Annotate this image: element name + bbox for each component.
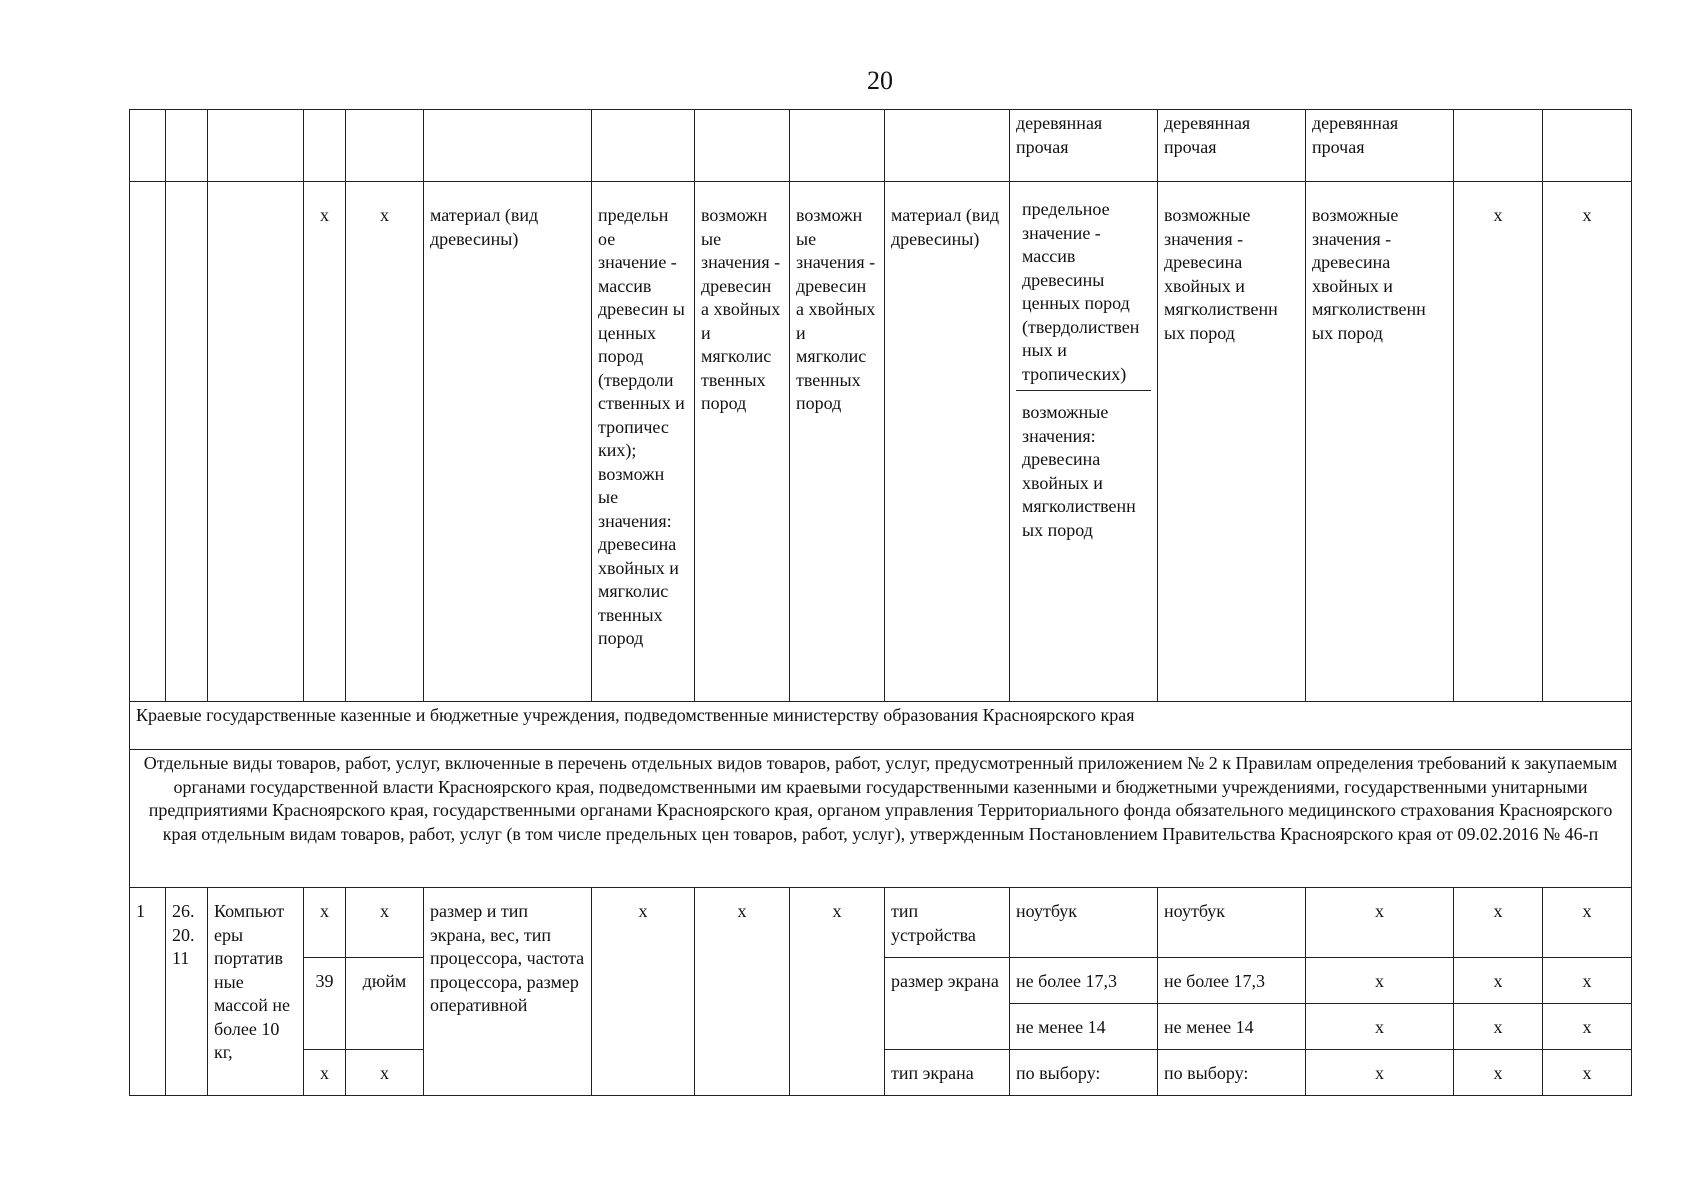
table-cell: х bbox=[695, 888, 790, 1096]
table-cell: х bbox=[1454, 182, 1543, 702]
table-cell: х bbox=[1543, 958, 1632, 1004]
table-cell bbox=[208, 110, 304, 182]
possible-values-subcell: возможные значения: древесина хвойных и мягколиственн ых пород bbox=[1016, 390, 1151, 546]
table-row bbox=[130, 110, 1632, 182]
table-cell bbox=[1543, 110, 1632, 182]
table-cell: не более 17,3 bbox=[1010, 958, 1158, 1004]
table-cell: х bbox=[304, 1050, 346, 1096]
table-cell: ноутбук bbox=[1010, 888, 1158, 958]
max-value-subcell: предельное значение - массив древесины ценных пород (твердолиствен ных и тропических) bbox=[1022, 199, 1140, 384]
table-cell: х bbox=[1306, 1004, 1454, 1050]
table-cell: предельн ое значение - массив древесин ы ценных пород (твердоли ственных и тропичес ких); возможн ые значения: древесина хвойных и мягколис твенных пород bbox=[592, 182, 695, 702]
table-cell: х bbox=[304, 888, 346, 958]
table-cell bbox=[1454, 110, 1543, 182]
table-cell: х bbox=[346, 182, 424, 702]
table-cell: не менее 14 bbox=[1158, 1004, 1306, 1050]
list-caption-row bbox=[130, 750, 1632, 888]
table-cell: размер экрана bbox=[885, 958, 1010, 1050]
table-cell: х bbox=[1454, 958, 1543, 1004]
list-caption: Отдельные виды товаров, работ, услуг, включенные в перечень отдельных видов товаров, работ, услуг, предусмотренный приложением № 2 к Правилам определения требований к закупаемым органами государственной власти Красноярского края, подведомственными им краевыми государственными казенными и бюджетными учреждениями, государственными унитарными предприятиями Красноярского края, государственными органами Красноярского края, органом управления Территориального фонда обязательного медицинского страхования Красноярского края отдельным видам товаров, работ, услуг (в том числе предельных цен товаров, работ, услуг), утвержденным Постановлением Правительства Красноярского края от 09.02.2016 № 46-п bbox=[130, 750, 1632, 888]
table-cell: дюйм bbox=[346, 958, 424, 1050]
table-cell: х bbox=[346, 1050, 424, 1096]
table-row bbox=[130, 182, 1632, 702]
requirements-table bbox=[129, 109, 1632, 1096]
table-cell: х bbox=[592, 888, 695, 1096]
section-caption-row bbox=[130, 702, 1632, 750]
table-cell: х bbox=[1543, 888, 1632, 958]
okpd-code: 26. 20. 11 bbox=[166, 888, 208, 1096]
table-cell bbox=[304, 110, 346, 182]
item-characteristics: размер и тип экрана, вес, тип процессора, частота процессора, размер оперативной bbox=[424, 888, 592, 1096]
table-cell: х bbox=[1543, 182, 1632, 702]
table-cell bbox=[1010, 182, 1158, 702]
table-cell bbox=[130, 182, 166, 702]
table-cell: деревянная прочая bbox=[1158, 110, 1306, 182]
table-cell: х bbox=[1306, 958, 1454, 1004]
row-number: 1 bbox=[130, 888, 166, 1096]
table-cell bbox=[424, 110, 592, 182]
table-cell: возможные значения - древесина хвойных и мягколиственн ых пород bbox=[1306, 182, 1454, 702]
table-cell: х bbox=[1454, 888, 1543, 958]
table-cell: 39 bbox=[304, 958, 346, 1050]
table-cell: возможные значения - древесина хвойных и мягколиственн ых пород bbox=[1158, 182, 1306, 702]
table-cell: возможн ые значения - древесин а хвойных и мягколис твенных пород bbox=[695, 182, 790, 702]
table-cell: материал (вид древесины) bbox=[885, 182, 1010, 702]
table-cell: х bbox=[1306, 888, 1454, 958]
table-cell: х bbox=[1306, 1050, 1454, 1096]
item-name: Компьют еры портатив ные массой не более 10 кг, bbox=[208, 888, 304, 1096]
table-cell: по выбору: bbox=[1158, 1050, 1306, 1096]
table-cell bbox=[166, 110, 208, 182]
table-cell: ноутбук bbox=[1158, 888, 1306, 958]
table-cell: не более 17,3 bbox=[1158, 958, 1306, 1004]
table-cell bbox=[592, 110, 695, 182]
table-cell: х bbox=[346, 888, 424, 958]
table-cell: тип экрана bbox=[885, 1050, 1010, 1096]
table-cell: по выбору: bbox=[1010, 1050, 1158, 1096]
table-cell: х bbox=[790, 888, 885, 1096]
table-cell bbox=[790, 110, 885, 182]
table-cell: тип устройства bbox=[885, 888, 1010, 958]
table-cell: деревянная прочая bbox=[1306, 110, 1454, 182]
table-cell: материал (вид древесины) bbox=[424, 182, 592, 702]
table-row bbox=[130, 888, 1632, 958]
table-cell: х bbox=[304, 182, 346, 702]
table-cell bbox=[130, 110, 166, 182]
table-cell bbox=[695, 110, 790, 182]
table-cell bbox=[885, 110, 1010, 182]
table-cell bbox=[166, 182, 208, 702]
table-cell: х bbox=[1454, 1004, 1543, 1050]
table-cell bbox=[208, 182, 304, 702]
page-number: 20 bbox=[867, 66, 893, 95]
table-cell: х bbox=[1543, 1050, 1632, 1096]
table-cell bbox=[346, 110, 424, 182]
table-cell: х bbox=[1454, 1050, 1543, 1096]
section-caption: Краевые государственные казенные и бюджетные учреждения, подведомственные министерству образования Красноярского края bbox=[130, 702, 1632, 750]
table-cell: х bbox=[1543, 1004, 1632, 1050]
table-cell: деревянная прочая bbox=[1010, 110, 1158, 182]
table-cell: возможн ые значения - древесин а хвойных и мягколис твенных пород bbox=[790, 182, 885, 702]
table-cell: не менее 14 bbox=[1010, 1004, 1158, 1050]
